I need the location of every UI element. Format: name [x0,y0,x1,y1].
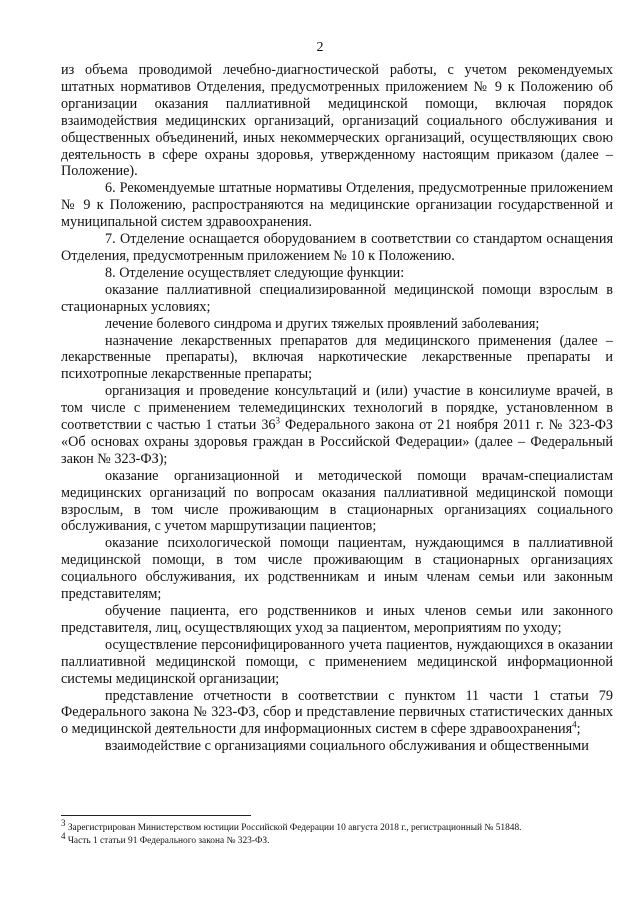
function-item: оказание психологической помощи пациентам, нуждающимся в паллиативной медицинской помощи, в том числе проживающим в стационарных организациях социального обслуживания, их родственникам и иным членам семьи или законным представителям; [61,535,613,603]
page-number: 2 [316,40,324,55]
footnote-mark: 4 [61,830,66,841]
document-body [61,62,613,755]
function-item-text: Федерального закона от 21 ноября 2011 г. № 323-ФЗ «Об основах охраны здоровья граждан в Российской Федерации» (далее – Федеральный закон № 323-ФЗ); [61,417,614,467]
function-item [61,383,613,468]
paragraph-item-7: 7. Отделение оснащается оборудованием в соответствии со стандартом оснащения Отделения, предусмотренным приложением № 10 к Положению. [61,231,613,264]
footnote-ref-3: 3 [275,415,281,426]
footnote-text: Часть 1 статьи 91 Федерального закона № 323-ФЗ. [65,836,270,846]
footnote-3 [61,817,613,835]
footnote-mark: 3 [61,817,66,828]
function-item-text: организация и проведение консультаций и (или) участие в консилиуме врачей, в том числе с применением телемедицинских технологий в порядке, установленном в соответствии с частью 1 статьи 36 [61,383,613,434]
footnote-4 [61,830,613,848]
function-item: оказание паллиативной специализированной медицинской помощи взрослым в стационарных условиях; [61,281,613,315]
function-item: лечение болевого синдрома и других тяжелых проявлений заболевания; [105,315,540,332]
function-item: осуществление персонифицированного учета пациентов, нуждающихся в оказании паллиативной медицинской помощи, с применением медицинской информационной системы медицинской организации; [61,636,613,687]
footnotes [61,817,613,848]
function-item: взаимодействие с организациями социального обслуживания и общественными [105,738,589,755]
function-item [61,688,613,739]
function-item-text: представление отчетности в соответствии с пунктом 11 части 1 статьи 79 Федерального закона № 323-ФЗ, сбор и представление первичных статистических данных о медицинской деятельности для информационных систем в сфере здравоохранения [61,687,613,738]
function-item: обучение пациента, его родственников и иных членов семьи или законного представителя, лиц, осуществляющих уход за пациентом, мероприятиям по уходу; [61,603,613,636]
paragraph-continuation: из объема проводимой лечебно-диагностической работы, с учетом рекомендуемых штатных нормативов Отделения, предусмотренных приложением № 9 к Положению об организации оказания паллиативной медицинской помощи, включая порядок взаимодействия медицинских организаций, организаций социального обслуживания и общественных объединений, иных некоммерческих организаций, осуществляющих свою деятельность в сфере охраны здоровья, утвержденному настоящим приказом (далее – Положение). [61,62,613,180]
footnote-ref-4: 4 [572,719,577,730]
function-item: назначение лекарственных препаратов для медицинского применения (далее – лекарственные препараты), включая наркотические лекарственные препараты и психотропные лекарственные препараты; [61,332,613,383]
footnote-divider [61,815,251,816]
paragraph-item-8: 8. Отделение осуществляет следующие функции: [105,264,405,281]
footnote-text: Зарегистрирован Министерством юстиции Российской Федерации 10 августа 2018 г., регистрационный № 51848. [65,823,522,833]
paragraph-item-6: 6. Рекомендуемые штатные нормативы Отделения, предусмотренные приложением № 9 к Положению, распространяются на медицинские организации государственной и муниципальной систем здравоохранения. [61,180,613,231]
function-item: оказание организационной и методической помощи врачам-специалистам медицинских организаций по вопросам оказания паллиативной медицинской помощи взрослым, в том числе проживающим в стационарных организациях социального обслуживания, с учетом маршрутизации пациентов; [61,467,613,535]
function-item-text: ; [576,721,581,738]
